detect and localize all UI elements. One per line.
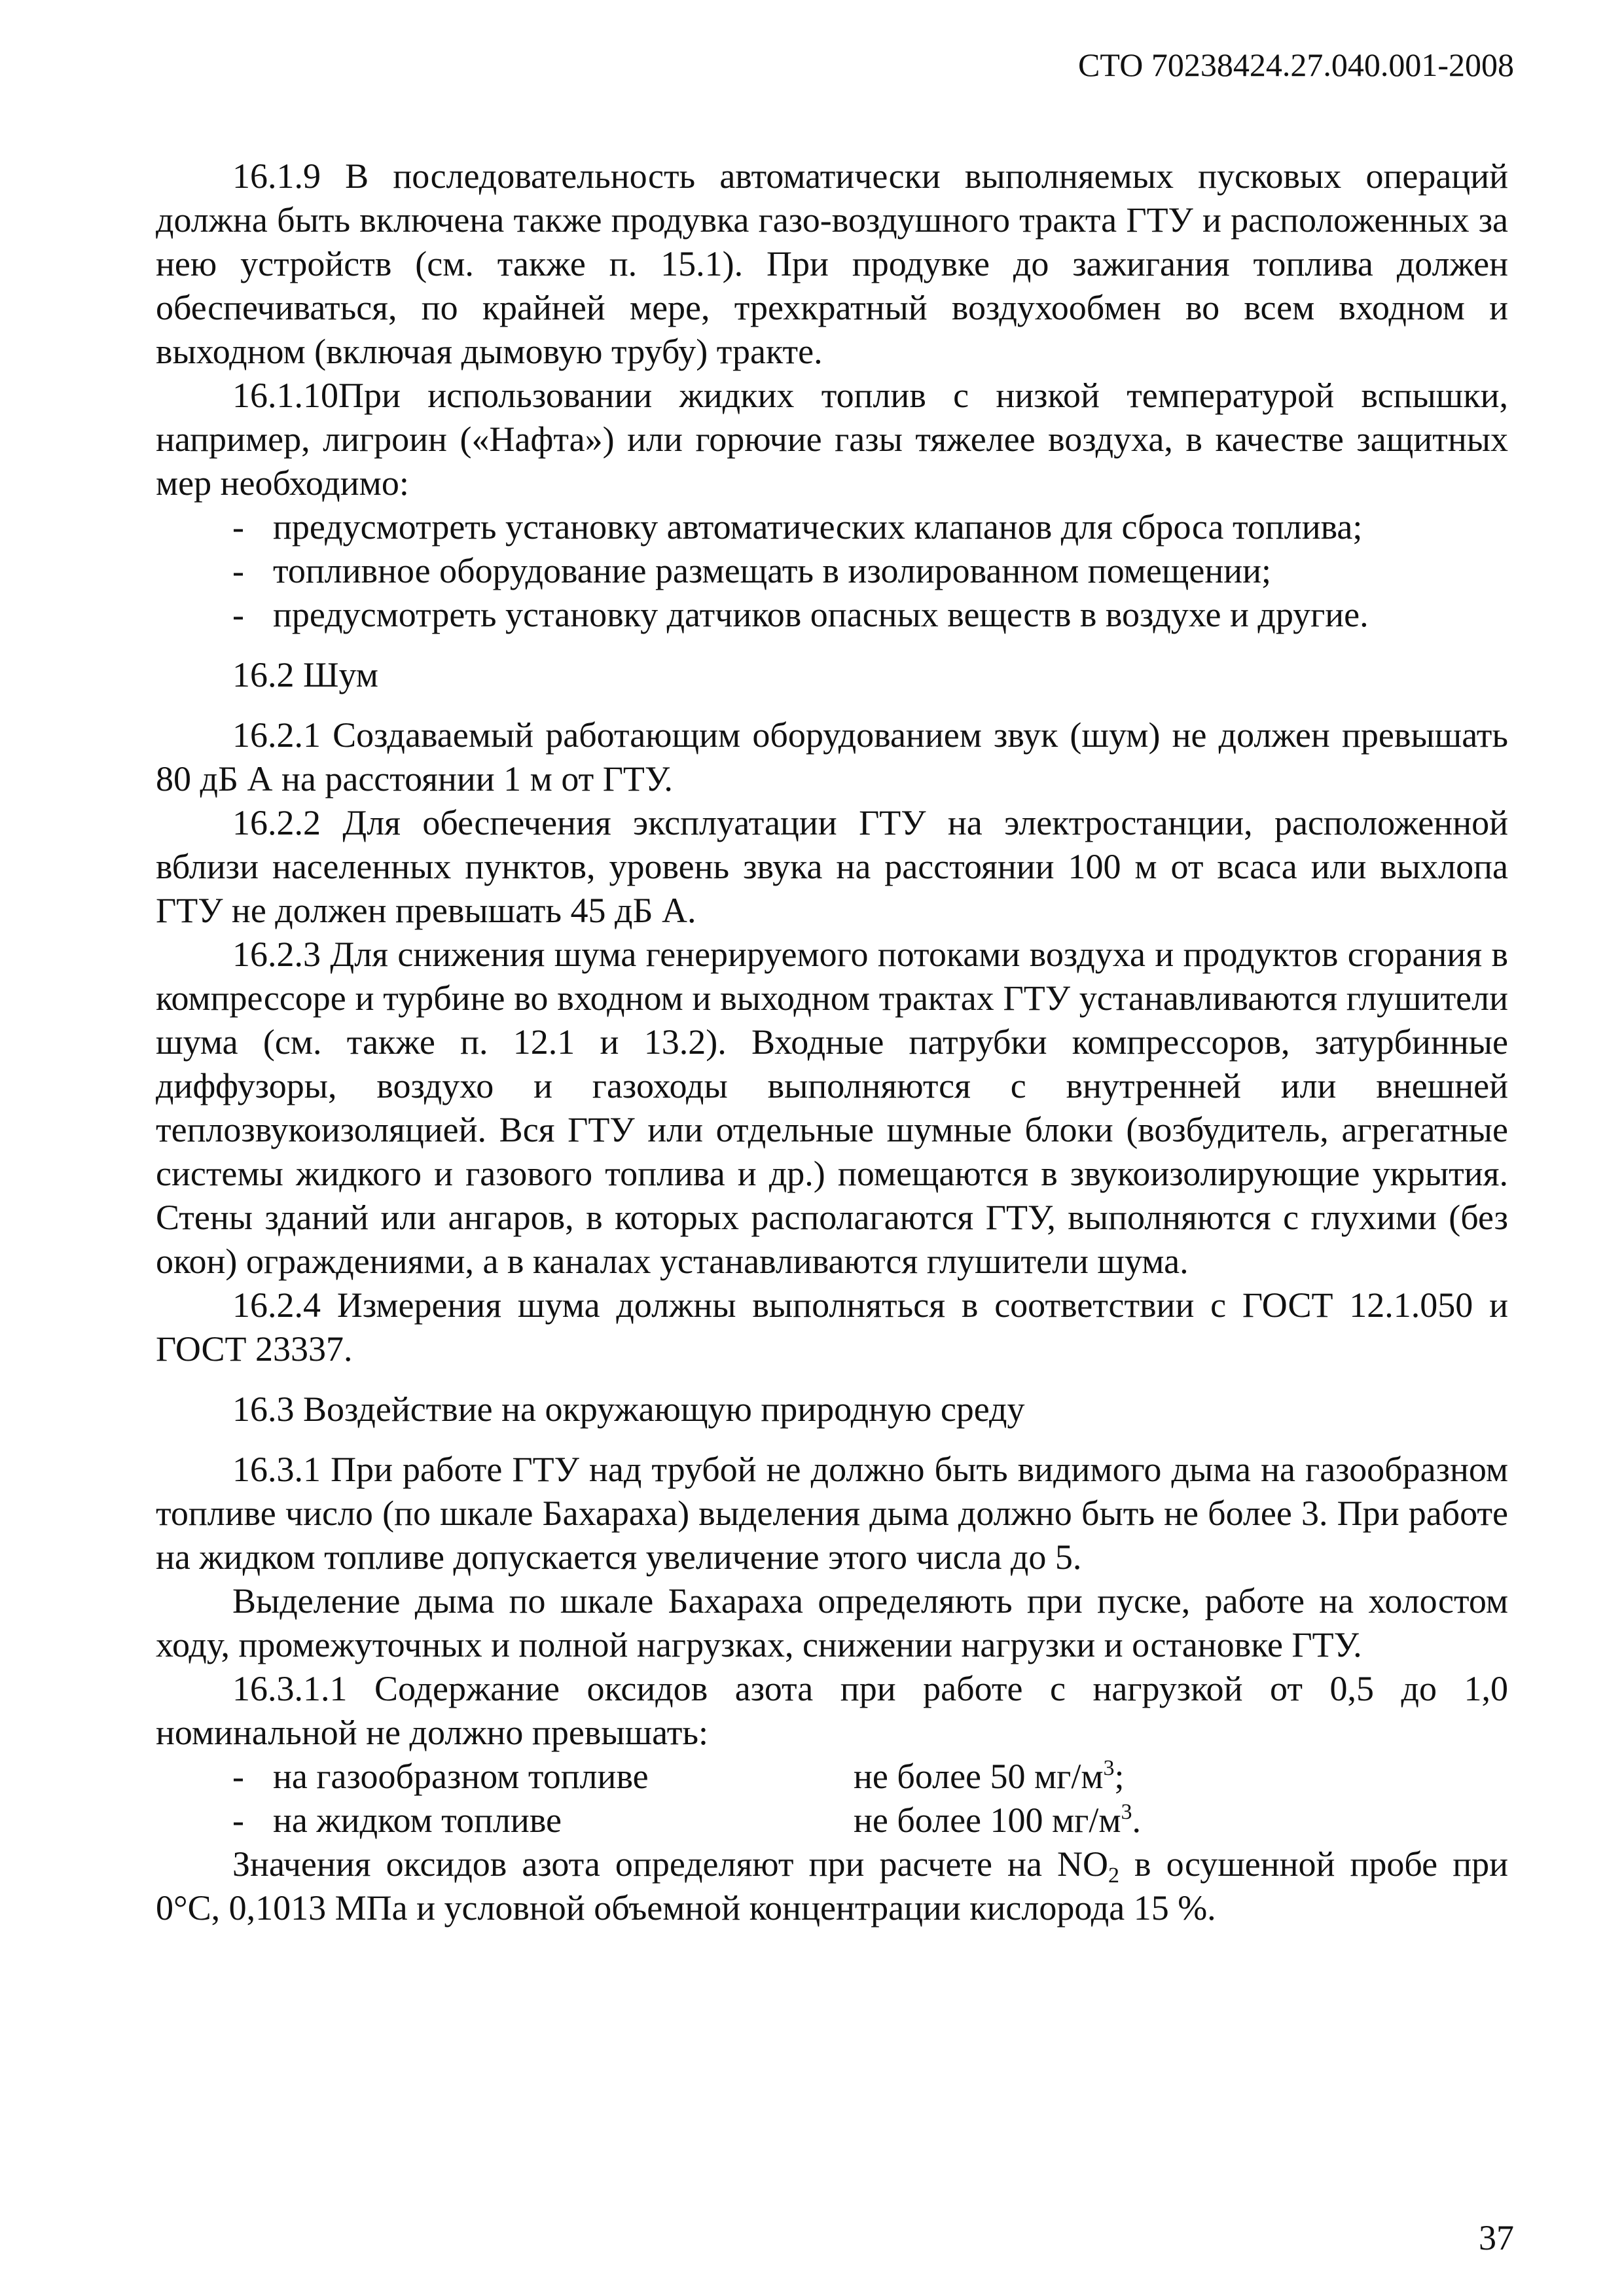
list-item: - предусмотреть установку датчиков опасных веществ в воздухе и другие. xyxy=(232,595,1369,634)
list-item: - предусмотреть установку автоматических клапанов для сброса топлива; xyxy=(232,507,1363,547)
document-code-header: СТО 70238424.27.040.001-2008 xyxy=(1078,46,1514,83)
paragraph-16-2-4: 16.2.4 Измерения шума должны выполняться в соответствии с ГОСТ 12.1.050 и ГОСТ 23337. xyxy=(156,1285,1508,1369)
heading-16-3: 16.3 Воздействие на окружающую природную среду xyxy=(232,1390,1025,1429)
paragraph-16-3-1-1: 16.3.1.1 Содержание оксидов азота при работе с нагрузкой от 0,5 до 1,0 номинальной не должно превышать: xyxy=(156,1669,1508,1752)
limit-row: - на жидком топливе не более 100 $мг/м^3$. xyxy=(156,1799,1508,1842)
document-body xyxy=(156,154,1508,1930)
paragraph-16-3-1: 16.3.1 При работе ГТУ над трубой не должно быть видимого дыма на газообразном топливе число (по шкале Бахараха) выделения дыма должно быть не более 3. При работе на жидком топливе допускается увеличение этого числа до 5. xyxy=(156,1450,1508,1577)
limit-value: не более 100 $мг/м^3$. xyxy=(854,1800,1142,1840)
limit-row: - на газообразном топливе не более 50 $мг/м^3$; xyxy=(156,1755,1508,1799)
paragraph-16-2-3: 16.2.3 Для снижения шума генерируемого потоками воздуха и продуктов сгорания в компрессоре и турбине во входном и выходном трактах ГТУ устанавливаются глушители шума (см. также п. 12.1 и 13.2). Входные патрубки компрессоров, затурбинные диффузоры, воздухо и газоходы выполняются с внутренней или внешней теплозвукоизоляцией. Вся ГТУ или отдельные шумные блоки (возбудитель, агрегатные системы жидкого и газового топлива и др.) помещаются в звукоизолирующие укрытия. Стены зданий или ангаров, в которых располагаются ГТУ, выполняются с глухими (без окон) ограждениями, а в каналах устанавливаются глушители шума. xyxy=(156,935,1508,1281)
page-number: 37 xyxy=(1479,2218,1514,2257)
paragraph-16-2-1: 16.2.1 Создаваемый работающим оборудованием звук (шум) не должен превышать 80 дБ А на расстоянии 1 м от ГТУ. xyxy=(156,715,1508,798)
paragraph-16-1-9: 16.1.9 В последовательность автоматически выполняемых пусковых операций должна быть включена также продувка газо-воздушного тракта ГТУ и расположенных за нею устройств (см. также п. 15.1). При продувке до зажигания топлива должен обеспечиваться, по крайней мере, трехкратный воздухообмен во всем входном и выходном (включая дымовую трубу) тракте. xyxy=(156,156,1508,371)
paragraph-nox-note: Значения оксидов азота определяют при расчете на $NO_2$ в осушенной пробе при 0°С, 0,1013 МПа и условной объемной концентрации кислорода 15 %. xyxy=(156,1844,1508,1928)
paragraph-16-2-2: 16.2.2 Для обеспечения эксплуатации ГТУ на электростанции, расположенной вблизи населенных пунктов, уровень звука на расстоянии 100 м от всаса или выхлопа ГТУ не должен превышать 45 дБ А. xyxy=(156,803,1508,930)
paragraph-smoke-note: Выделение дыма по шкале Бахараха определяють при пуске, работе на холостом ходу, промежуточных и полной нагрузках, снижении нагрузки и остановке ГТУ. xyxy=(156,1581,1508,1664)
list-item: - топливное оборудование размещать в изолированном помещении; xyxy=(232,551,1272,590)
paragraph-16-1-10: 16.1.10При использовании жидких топлив с низкой температурой вспышки, например, лигроин («Нафта») или горючие газы тяжелее воздуха, в качестве защитных мер необходимо: xyxy=(156,376,1508,503)
limit-value: не более 50 $мг/м^3$; xyxy=(854,1756,1125,1796)
heading-16-2: 16.2 Шум xyxy=(232,655,378,694)
